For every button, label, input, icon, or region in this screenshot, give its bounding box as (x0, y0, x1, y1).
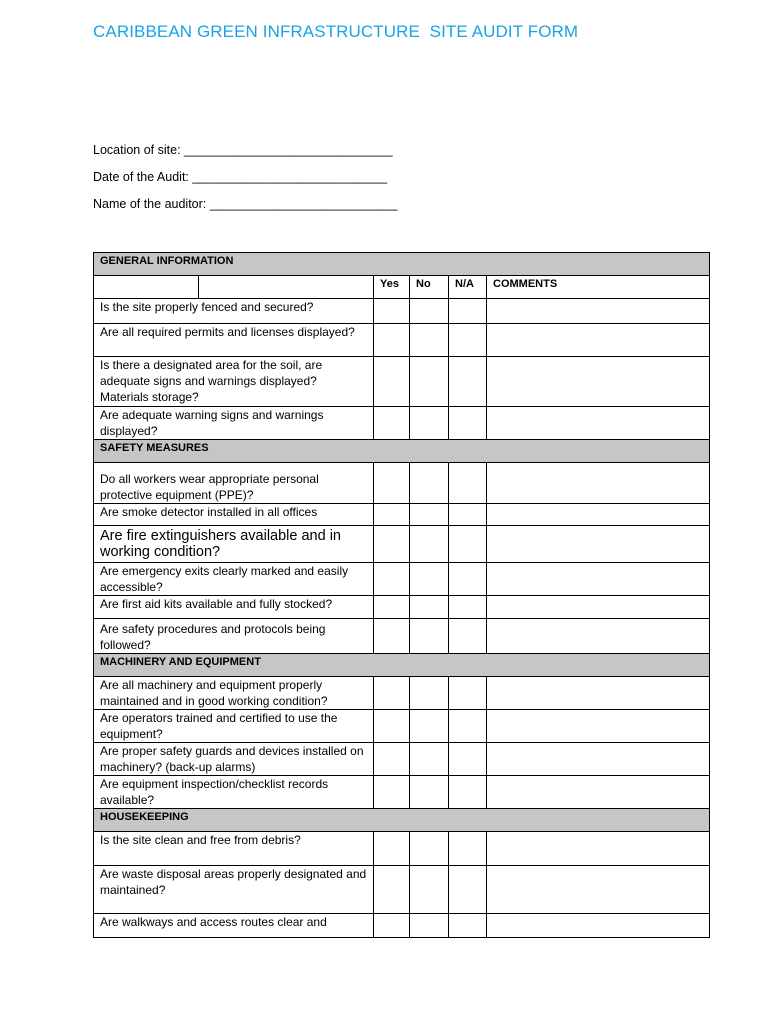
yes-cell[interactable] (374, 299, 410, 324)
na-cell[interactable] (449, 563, 487, 596)
header-comments: COMMENTS (487, 276, 710, 299)
table-row (94, 677, 710, 710)
no-cell[interactable] (410, 596, 449, 619)
no-cell[interactable] (410, 463, 449, 504)
table-row (94, 710, 710, 743)
no-cell[interactable] (410, 619, 449, 654)
no-cell[interactable] (410, 563, 449, 596)
na-cell[interactable] (449, 710, 487, 743)
table-row (94, 357, 710, 407)
header-no: No (410, 276, 449, 299)
no-cell[interactable] (410, 677, 449, 710)
no-cell[interactable] (410, 504, 449, 526)
na-cell[interactable] (449, 832, 487, 866)
no-cell[interactable] (410, 710, 449, 743)
yes-cell[interactable] (374, 596, 410, 619)
comments-cell[interactable] (487, 776, 710, 809)
table-row (94, 504, 710, 526)
question-text: Are walkways and access routes clear and (94, 914, 374, 938)
question-text: Are emergency exits clearly marked and easily accessible? (94, 563, 374, 596)
yes-cell[interactable] (374, 866, 410, 914)
table-row (94, 299, 710, 324)
header-blank-cell (94, 276, 199, 299)
header-blank-cell (199, 276, 374, 299)
comments-cell[interactable] (487, 299, 710, 324)
comments-cell[interactable] (487, 743, 710, 776)
question-text: Are smoke detector installed in all offices (94, 504, 374, 526)
na-cell[interactable] (449, 357, 487, 407)
na-cell[interactable] (449, 619, 487, 654)
yes-cell[interactable] (374, 743, 410, 776)
comments-cell[interactable] (487, 832, 710, 866)
na-cell[interactable] (449, 743, 487, 776)
question-text: Are first aid kits available and fully stocked? (94, 596, 374, 619)
yes-cell[interactable] (374, 357, 410, 407)
no-cell[interactable] (410, 776, 449, 809)
question-text: Do all workers wear appropriate personal protective equipment (PPE)? (94, 463, 374, 504)
no-cell[interactable] (410, 526, 449, 563)
question-text: Is the site clean and free from debris? (94, 832, 374, 866)
table-row (94, 463, 710, 504)
question-text: Are safety procedures and protocols being followed? (94, 619, 374, 654)
section-header (94, 654, 710, 677)
comments-cell[interactable] (487, 526, 710, 563)
question-text: Are all machinery and equipment properly maintained and in good working condition? (94, 677, 374, 710)
na-cell[interactable] (449, 526, 487, 563)
no-cell[interactable] (410, 743, 449, 776)
yes-cell[interactable] (374, 463, 410, 504)
yes-cell[interactable] (374, 324, 410, 357)
table-row (94, 407, 710, 440)
yes-cell[interactable] (374, 914, 410, 938)
table-row (94, 526, 710, 563)
comments-cell[interactable] (487, 504, 710, 526)
yes-cell[interactable] (374, 776, 410, 809)
table-row (94, 743, 710, 776)
section-title-machinery: MACHINERY AND EQUIPMENT (94, 654, 710, 677)
na-cell[interactable] (449, 776, 487, 809)
comments-cell[interactable] (487, 563, 710, 596)
question-text: Is the site properly fenced and secured? (94, 299, 374, 324)
yes-cell[interactable] (374, 526, 410, 563)
yes-cell[interactable] (374, 504, 410, 526)
question-text: Are fire extinguishers available and in working condition? (94, 526, 374, 563)
na-cell[interactable] (449, 866, 487, 914)
audit-date-field[interactable]: Date of the Audit: ____________________________ (93, 170, 388, 184)
no-cell[interactable] (410, 357, 449, 407)
header-yes: Yes (374, 276, 410, 299)
comments-cell[interactable] (487, 596, 710, 619)
yes-cell[interactable] (374, 832, 410, 866)
location-field[interactable]: Location of site: ______________________________ (93, 143, 393, 157)
question-text: Are all required permits and licenses displayed? (94, 324, 374, 357)
column-header-row (94, 276, 710, 299)
table-row (94, 619, 710, 654)
no-cell[interactable] (410, 407, 449, 440)
na-cell[interactable] (449, 596, 487, 619)
section-title-general: GENERAL INFORMATION (94, 253, 710, 276)
table-row (94, 914, 710, 938)
na-cell[interactable] (449, 677, 487, 710)
question-text: Are equipment inspection/checklist records available? (94, 776, 374, 809)
table-row (94, 866, 710, 914)
yes-cell[interactable] (374, 563, 410, 596)
no-cell[interactable] (410, 866, 449, 914)
comments-cell[interactable] (487, 357, 710, 407)
na-cell[interactable] (449, 324, 487, 357)
comments-cell[interactable] (487, 324, 710, 357)
form-title: CARIBBEAN GREEN INFRASTRUCTURE SITE AUDIT FORM (93, 22, 579, 41)
comments-cell[interactable] (487, 914, 710, 938)
table-row (94, 832, 710, 866)
table-row (94, 563, 710, 596)
table-row (94, 776, 710, 809)
question-text: Is there a designated area for the soil, are adequate signs and warnings displayed? Materials storage? (94, 357, 374, 407)
yes-cell[interactable] (374, 710, 410, 743)
question-text: Are operators trained and certified to use the equipment? (94, 710, 374, 743)
comments-cell[interactable] (487, 407, 710, 440)
question-text: Are proper safety guards and devices installed on machinery? (back-up alarms) (94, 743, 374, 776)
comments-cell[interactable] (487, 463, 710, 504)
na-cell[interactable] (449, 463, 487, 504)
yes-cell[interactable] (374, 677, 410, 710)
na-cell[interactable] (449, 504, 487, 526)
section-header (94, 253, 710, 276)
comments-cell[interactable] (487, 619, 710, 654)
no-cell[interactable] (410, 832, 449, 866)
table-row (94, 596, 710, 619)
yes-cell[interactable] (374, 407, 410, 440)
section-header (94, 809, 710, 832)
question-text: Are adequate warning signs and warnings displayed? (94, 407, 374, 440)
comments-cell[interactable] (487, 677, 710, 710)
no-cell[interactable] (410, 324, 449, 357)
auditor-name-field[interactable]: Name of the auditor: ___________________________ (93, 197, 398, 211)
na-cell[interactable] (449, 914, 487, 938)
section-title-safety: SAFETY MEASURES (94, 440, 710, 463)
section-title-housekeeping: HOUSEKEEPING (94, 809, 710, 832)
no-cell[interactable] (410, 914, 449, 938)
na-cell[interactable] (449, 299, 487, 324)
question-text: Are waste disposal areas properly designated and maintained? (94, 866, 374, 914)
yes-cell[interactable] (374, 619, 410, 654)
audit-table (93, 252, 710, 938)
table-row (94, 324, 710, 357)
header-na: N/A (449, 276, 487, 299)
no-cell[interactable] (410, 299, 449, 324)
section-header (94, 440, 710, 463)
comments-cell[interactable] (487, 710, 710, 743)
na-cell[interactable] (449, 407, 487, 440)
comments-cell[interactable] (487, 866, 710, 914)
